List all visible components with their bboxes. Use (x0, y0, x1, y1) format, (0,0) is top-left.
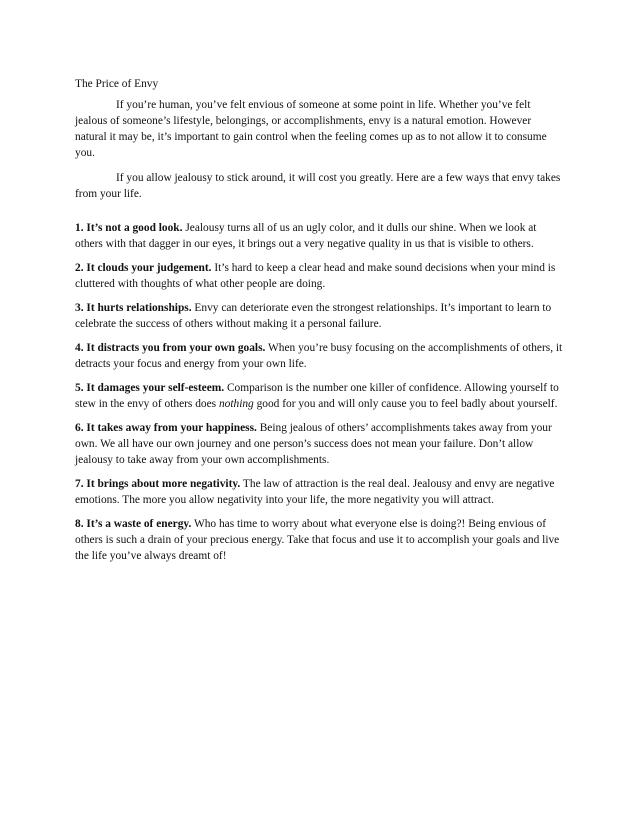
point-text: When you’re busy focusing on the accomplishments of others, it detracts your focus and energy from your own life. (75, 342, 563, 370)
intro-paragraph: If you’re human, you’ve felt envious of someone at some point in life. Whether you’ve felt jealous of someone’s lifestyle, belongings, or accomplishments, envy is a natural emotion. However natural it may be, it’s important to gain control when the feeling comes up as to not allow it to consume you. (75, 99, 547, 159)
point-heading: 1. It’s not a good look. (75, 222, 183, 234)
point-text: good for you and will only cause you to feel badly about yourself. (253, 398, 558, 410)
point-item (75, 340, 565, 372)
point-item (75, 476, 565, 508)
point-item (75, 260, 565, 292)
point-item (75, 220, 565, 252)
point-text: Who has time to worry about what everyone else is doing?! Being envious of others is such a drain of your precious energy. Take that focus and use it to accomplish your goals and live the life you’ve always dreamt of! (75, 518, 560, 562)
point-heading: 8. It’s a waste of energy. (75, 518, 192, 530)
point-text: Jealousy turns all of us an ugly color, and it dulls our shine. When we look at others with that dagger in our eyes, it brings out a very negative quality in us that is visible to others. (75, 222, 537, 250)
point-heading: 3. It hurts relationships. (75, 302, 192, 314)
emphasis-text: nothing (218, 398, 254, 410)
point-text: It’s hard to keep a clear head and make sound decisions when your mind is cluttered with thoughts of what other people are doing. (75, 262, 556, 290)
point-item (75, 420, 565, 468)
document-page (75, 76, 565, 572)
point-heading: 6. It takes away from your happiness. (75, 422, 257, 434)
point-heading: 4. It distracts you from your own goals. (75, 342, 266, 354)
point-text: Being jealous of others’ accomplishments takes away from your own. We all have our own journey and one person’s success does not mean your failure. Don’t allow jealousy to take away from your own accomplishments. (75, 422, 552, 466)
document-title: The Price of Envy (75, 78, 159, 90)
point-heading: 5. It damages your self-esteem. (75, 382, 225, 394)
point-heading: 2. It clouds your judgement. (75, 262, 212, 274)
point-item (75, 300, 565, 332)
point-item (75, 516, 565, 564)
point-heading: 7. It brings about more negativity. (75, 478, 241, 490)
point-text: The law of attraction is the real deal. Jealousy and envy are negative emotions. The more you allow negativity into your life, the more negativity you will attract. (75, 478, 555, 506)
point-text: Envy can deteriorate even the strongest relationships. It’s important to learn to celebrate the success of others without making it a personal failure. (75, 302, 552, 330)
point-item (75, 380, 565, 412)
point-text: Comparison is the number one killer of confidence. Allowing yourself to stew in the envy of others does (75, 382, 559, 410)
intro-paragraph: If you allow jealousy to stick around, it will cost you greatly. Here are a few ways that envy takes from your life. (75, 172, 561, 200)
